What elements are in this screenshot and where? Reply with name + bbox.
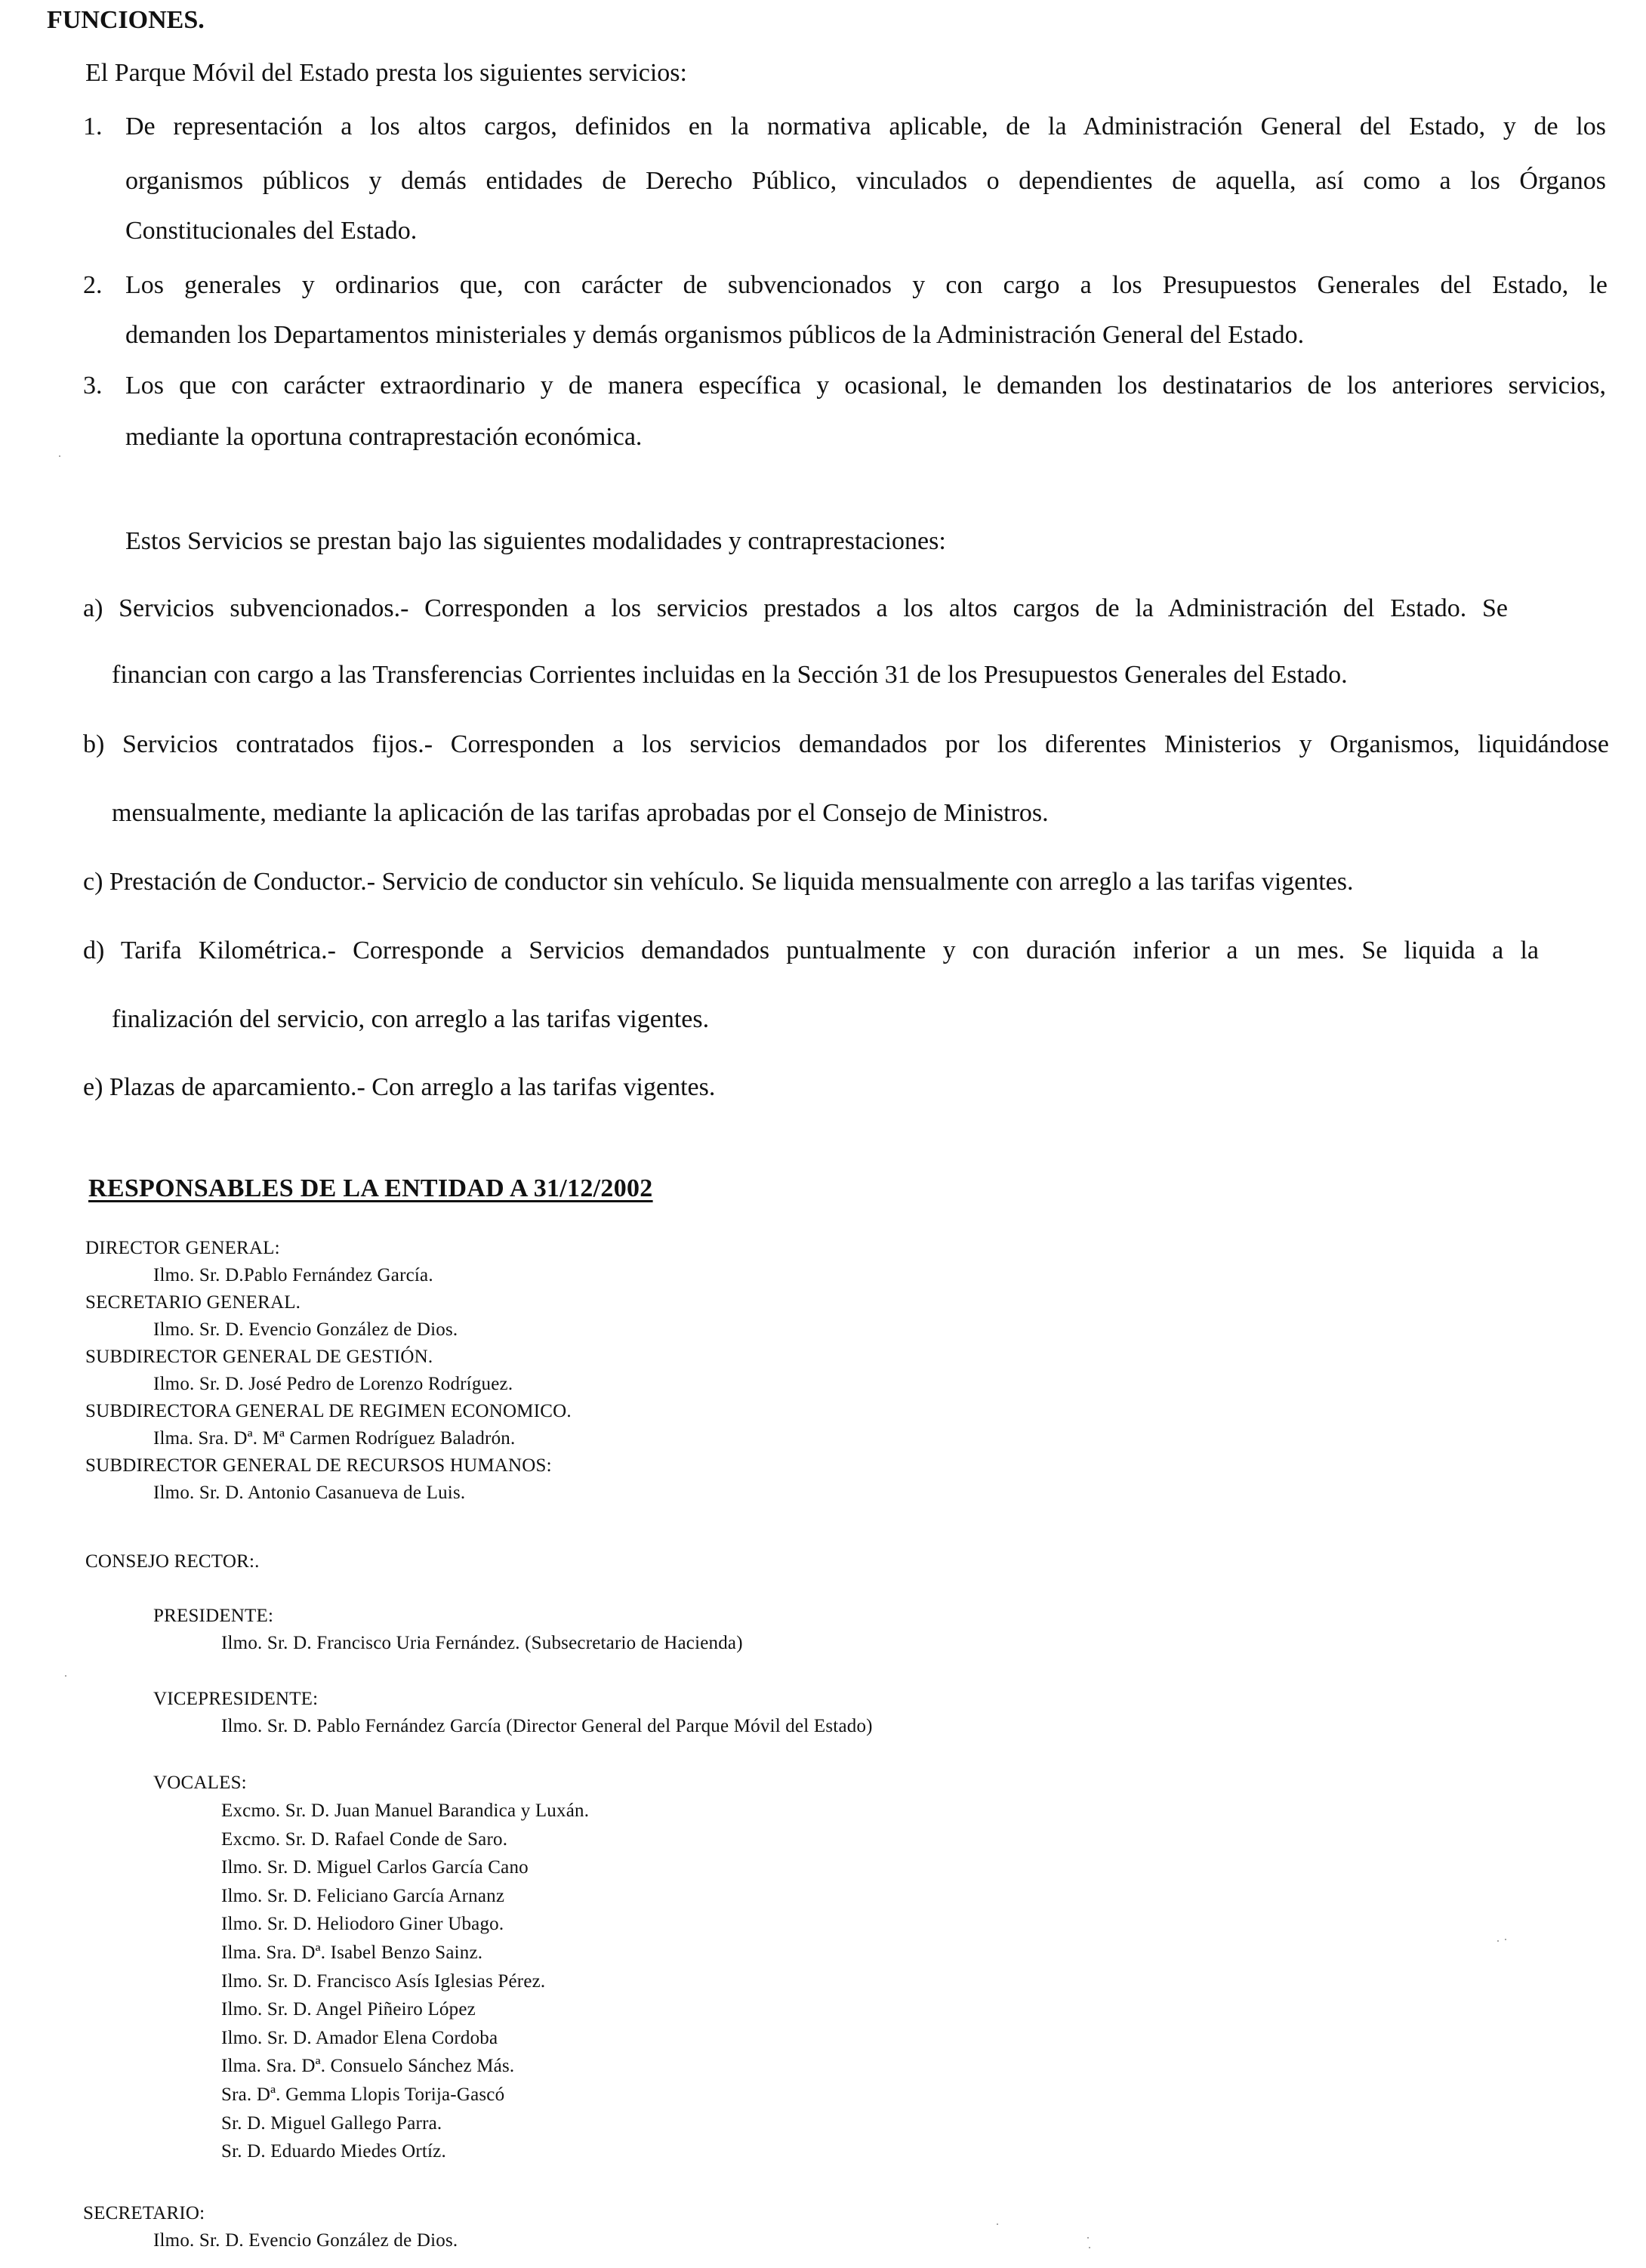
list-item-line: Constitucionales del Estado. xyxy=(125,217,418,245)
funciones-intro: El Parque Móvil del Estado presta los siguientes servicios: xyxy=(85,59,687,87)
funciones-heading: FUNCIONES. xyxy=(47,6,205,34)
modalidad-line: mensualmente, mediante la aplicación de las tarifas aprobadas por el Consejo de Ministros. xyxy=(112,799,1049,827)
vocales-title: VOCALES: xyxy=(153,1773,247,1793)
scan-speck xyxy=(59,455,60,457)
list-item: Excmo. Sr. D. Juan Manuel Barandica y Luxán. xyxy=(221,1801,590,1821)
list-item-line: organismos públicos y demás entidades de Derecho Público, vinculados o dependientes de aquella, así como a los Órganos xyxy=(125,167,1606,195)
vicepresidente-holder: Ilmo. Sr. D. Pablo Fernández García (Director General del Parque Móvil del Estado) xyxy=(221,1716,873,1736)
role-title: DIRECTOR GENERAL: xyxy=(85,1238,280,1258)
list-item: Sra. Dª. Gemma Llopis Torija-Gascó xyxy=(221,2084,505,2105)
list-item: Ilmo. Sr. D. Amador Elena Cordoba xyxy=(221,2027,498,2048)
presidente-title: PRESIDENTE: xyxy=(153,1606,274,1626)
list-item: Ilmo. Sr. D. Angel Piñeiro López xyxy=(221,1999,476,2020)
role-holder: Ilma. Sra. Dª. Mª Carmen Rodríguez Baladrón. xyxy=(153,1428,516,1449)
modalidad-line: finalización del servicio, con arreglo a las tarifas vigentes. xyxy=(112,1005,710,1033)
scan-speck xyxy=(1089,2247,1090,2248)
responsables-title: RESPONSABLES DE LA ENTIDAD A 31/12/2002 xyxy=(88,1174,653,1202)
scan-speck xyxy=(65,1675,66,1677)
role-holder: Ilmo. Sr. D. José Pedro de Lorenzo Rodríguez. xyxy=(153,1374,513,1394)
secretario-title: SECRETARIO: xyxy=(83,2203,205,2223)
vocales-list xyxy=(221,1797,589,2166)
role-title: SUBDIRECTORA GENERAL DE REGIMEN ECONOMICO. xyxy=(85,1401,572,1421)
list-item-number: 1. xyxy=(83,113,103,140)
presidente-holder: Ilmo. Sr. D. Francisco Uria Fernández. (Subsecretario de Hacienda) xyxy=(221,1633,743,1653)
list-item-line: Los que con carácter extraordinario y de manera específica y ocasional, le demanden los destinatarios de los anteriores servicios, xyxy=(125,372,1606,400)
role-holder: Ilmo. Sr. D. Antonio Casanueva de Luis. xyxy=(153,1483,466,1503)
vicepresidente-title: VICEPRESIDENTE: xyxy=(153,1689,319,1709)
scan-speck xyxy=(997,2223,998,2225)
modalidad-line: c) Prestación de Conductor.- Servicio de conductor sin vehículo. Se liquida mensualmente con arreglo a las tarifas vigentes. xyxy=(83,868,1354,896)
modalidad-line: d) Tarifa Kilométrica.- Corresponde a Servicios demandados puntualmente y con duración inferior a un mes. Se liquida a la xyxy=(83,937,1539,964)
list-item: Ilmo. Sr. D. Feliciano García Arnanz xyxy=(221,1885,505,1906)
scan-speck xyxy=(1497,1940,1499,1942)
role-title: SECRETARIO GENERAL. xyxy=(85,1292,301,1313)
role-title: SUBDIRECTOR GENERAL DE GESTIÓN. xyxy=(85,1347,433,1367)
role-holder: Ilmo. Sr. D.Pablo Fernández García. xyxy=(153,1265,433,1285)
list-item: Ilmo. Sr. D. Francisco Asís Iglesias Pérez. xyxy=(221,1970,546,1992)
scan-speck xyxy=(1505,1939,1506,1940)
list-item: Excmo. Sr. D. Rafael Conde de Saro. xyxy=(221,1828,508,1850)
list-item: Ilma. Sra. Dª. Consuelo Sánchez Más. xyxy=(221,2056,515,2077)
list-item-line: Los generales y ordinarios que, con carácter de subvencionados y con cargo a los Presupuestos Generales del Estado, le xyxy=(125,271,1607,299)
list-item-line: demanden los Departamentos ministeriales y demás organismos públicos de la Administración General del Estado. xyxy=(125,321,1305,349)
modalidad-line: e) Plazas de aparcamiento.- Con arreglo a las tarifas vigentes. xyxy=(83,1073,716,1101)
modalidades-intro: Estos Servicios se prestan bajo las siguientes modalidades y contraprestaciones: xyxy=(125,527,946,555)
role-title: SUBDIRECTOR GENERAL DE RECURSOS HUMANOS: xyxy=(85,1455,552,1476)
list-item-number: 2. xyxy=(83,271,103,299)
list-item: Ilmo. Sr. D. Heliodoro Giner Ubago. xyxy=(221,1914,504,1935)
modalidad-line: b) Servicios contratados fijos.- Corresponden a los servicios demandados por los diferentes Ministerios y Organismos, liquidándose xyxy=(83,730,1609,758)
list-item: Sr. D. Eduardo Miedes Ortíz. xyxy=(221,2141,446,2162)
list-item: Ilma. Sra. Dª. Isabel Benzo Sainz. xyxy=(221,1942,483,1963)
list-item-line: mediante la oportuna contraprestación económica. xyxy=(125,423,643,451)
consejo-title: CONSEJO RECTOR:. xyxy=(85,1551,260,1572)
list-item: Ilmo. Sr. D. Miguel Carlos García Cano xyxy=(221,1857,529,1878)
role-holder: Ilmo. Sr. D. Evencio González de Dios. xyxy=(153,1319,458,1340)
modalidad-line: a) Servicios subvencionados.- Corresponden a los servicios prestados a los altos cargos de la Administración del Estado. Se xyxy=(83,594,1508,622)
scan-speck xyxy=(1087,2237,1089,2239)
roles-list xyxy=(85,1235,916,1507)
list-item-line: De representación a los altos cargos, definidos en la normativa aplicable, de la Administración General del Estado, y de los xyxy=(125,113,1606,140)
modalidad-line: financian con cargo a las Transferencias Corrientes incluidas en la Sección 31 de los Presupuestos Generales del Estado. xyxy=(112,661,1348,689)
secretario-holder: Ilmo. Sr. D. Evencio González de Dios. xyxy=(153,2230,458,2251)
list-item-number: 3. xyxy=(83,372,103,400)
list-item: Sr. D. Miguel Gallego Parra. xyxy=(221,2112,442,2134)
